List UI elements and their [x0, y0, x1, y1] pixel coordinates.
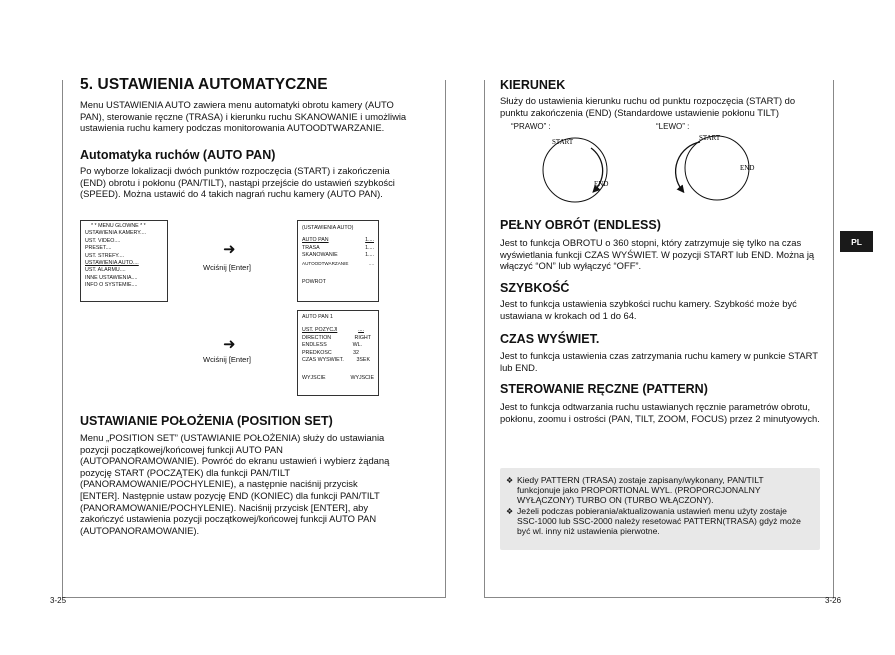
menu-line-selected: USTAWIENIA AUTO....: [85, 260, 139, 267]
menu-line: USTAWIENIA KAMERY....: [85, 230, 147, 237]
kierunek-paragraph: Służy do ustawienia kierunku ruchu od punktu rozpoczęcia (START) do punktu zakończenia (END) (Standardowe ustawienie pokłonu TILT): [500, 95, 796, 118]
page-title: 5. USTAWIENIA AUTOMATYCZNE: [80, 76, 328, 93]
menu-line: INNE USTAWIENIA....: [85, 274, 138, 281]
menu-row: SKANOWANIE 1....: [302, 252, 374, 259]
menu-row: AUTOODTWARZANIE ....: [302, 260, 374, 266]
press-enter-label: Wciśnij [Enter]: [203, 263, 251, 272]
end-label: END: [740, 164, 755, 172]
center-divider-right: [484, 80, 485, 598]
note-bullet-icon: ❖: [506, 476, 514, 485]
page-number-left: 3-25: [50, 596, 67, 605]
menu-footer: WYJSCIE WYJSCIE: [302, 375, 374, 382]
pattern-paragraph: Jest to funkcja odtwarzania ruchu ustawianych ręcznie parametrów obrotu, pokłonu, zoomu i ostrości (PAN, TILT, ZOOM, FOCUS) przez 2 minutyowych.: [500, 401, 820, 424]
autopan-paragraph: Po wyborze lokalizacji dwóch punktów rozpoczęcia (START) i zakończenia (END) obrotu i pokłonu (PAN/TILT), nastąpi przejście do ustawień szybkości (SPEED). Można ustawić do 4 takich nagrań ruchu kamery (AUTO PAN).: [80, 165, 395, 200]
left-margin-line: [62, 80, 63, 598]
menu-row-selected: AUTO PAN 1....: [302, 237, 374, 244]
position-set-heading: USTAWIANIE POŁOŻENIA (POSITION SET): [80, 414, 333, 428]
kierunek-heading: KIERUNEK: [500, 78, 566, 92]
menu-back: POWROT: [302, 279, 326, 286]
menu-line: INFO O SYSTEMIE....: [85, 282, 138, 289]
autopan-heading: Automatyka ruchów (AUTO PAN): [80, 148, 276, 162]
menu-line: UST. STREFY....: [85, 252, 125, 259]
right-margin-line: [833, 80, 834, 598]
menu-row: TRASA 1....: [302, 244, 374, 251]
menu-row: CZAS WYSWIET. 3SEK: [302, 357, 370, 364]
center-divider-left: [445, 80, 446, 598]
menu-title: AUTO PAN 1: [302, 314, 334, 320]
lewo-label: “LEWO” :: [656, 122, 690, 131]
menu-row: DIRECTION RIGHT: [302, 334, 371, 341]
direction-left-diagram: [672, 128, 767, 210]
start-label: START: [552, 138, 574, 146]
language-tab: PL: [840, 231, 873, 252]
menu-line: * * MENU GLOWNE * *: [91, 223, 146, 229]
pattern-heading: STEROWANIE RĘCZNE (PATTERN): [500, 382, 708, 396]
menu-title: (USTAWIENIA AUTO): [302, 225, 354, 231]
note-item: Kiedy PATTERN (TRASA) zostaje zapisany/wykonany, PAN/TILT funkcjonuje jako PROPORTIONAL WYL. (PROPORCJONALNY WYŁĄCZONY) TURBO ON (TURBO WŁĄCZONY).: [517, 475, 764, 505]
speed-paragraph: Jest to funkcja ustawienia szybkości ruchu kamery. Szybkość może być ustawiana w krokach od 1 do 64.: [500, 298, 797, 321]
intro-paragraph: Menu USTAWIENIA AUTO zawiera menu automatyki obrotu kamery (AUTO PAN), sterowanie ręczne (TRASA) i kierunku ruchu SKANOWANIE i umożliwia ustawienia ruchu kamery podczas monitorowania AUTOODTWARZANIE.: [80, 99, 407, 134]
menu-line: UST. ALARMU....: [85, 267, 126, 274]
note-item: Jeżeli podczas pobierania/aktualizowania ustawień menu użyty zostaje SSC-1000 lub SSC-2000 należy resetować PATTERN(TRASA) gdyż może być wl. inny niż ustawienia pierwotne.: [517, 506, 801, 536]
page-number-right: 3-26: [825, 596, 842, 605]
endless-paragraph: Jest to funkcja OBROTU o 360 stopni, który zatrzymuje się tylko na czas wyświetlania funkcji CZAS WYŚWIET. W pozycji START lub END. Można ją włączyć “ON” lub wyłączyć “OFF”.: [500, 237, 815, 272]
bottom-rule-left: [62, 597, 445, 598]
prawo-label: “PRAWO” :: [511, 122, 551, 131]
arrow-right-icon: ➜: [223, 336, 236, 353]
menu-row: ENDLESS WL.: [302, 342, 362, 349]
menu-row: PREDKOSC 32: [302, 349, 359, 356]
speed-heading: SZYBKOŚĆ: [500, 281, 570, 295]
menu-line: UST. VIDEO....: [85, 237, 121, 244]
menu-row-selected: UST. POZYCJI ....: [302, 327, 364, 334]
czas-paragraph: Jest to funkcja ustawienia czas zatrzymania ruchu kamery w punkcie START lub END.: [500, 350, 818, 373]
note-bullet-icon: ❖: [506, 507, 514, 516]
main-menu-screen: [80, 220, 168, 302]
direction-right-diagram: [535, 128, 625, 210]
press-enter-label: Wciśnij [Enter]: [203, 355, 251, 364]
start-label: START: [699, 134, 721, 142]
arrow-right-icon: ➜: [223, 241, 236, 258]
auto-menu-screen: [297, 220, 379, 302]
autopan-menu-screen: [297, 310, 379, 396]
end-label: END: [594, 180, 609, 188]
endless-heading: PEŁNY OBRÓT (ENDLESS): [500, 218, 661, 232]
note-box: [500, 468, 820, 550]
bottom-rule-right: [484, 597, 833, 598]
czas-heading: CZAS WYŚWIET.: [500, 332, 600, 346]
position-set-paragraph: Menu „POSITION SET” (USTAWIANIE POŁOŻENIA) służy do ustawiania pozycji początkowej/końcowej funkcji AUTO PAN (AUTOPANORAMOWANIE). Powróć do ekranu ustawień i wybierz żądaną pozycję START (POCZĄTEK) dla funkcji PAN/TILT (PANORAMOWANIE/POCHYLENIE), a następnie naciśnij przycisk [ENTER]. Następnie ustaw pozycję END (KONIEC) dla funkcji PAN/TILT (PANORAMOWANIE/POCHYLENIE). Naciśnij przycisk [ENTER], aby zakończyć ustawienia pozycji początkowej/końcowej funkcji AUTO PAN (AUTOPANORAMOWANIE).: [80, 432, 390, 536]
menu-line: PRESET....: [85, 245, 112, 252]
